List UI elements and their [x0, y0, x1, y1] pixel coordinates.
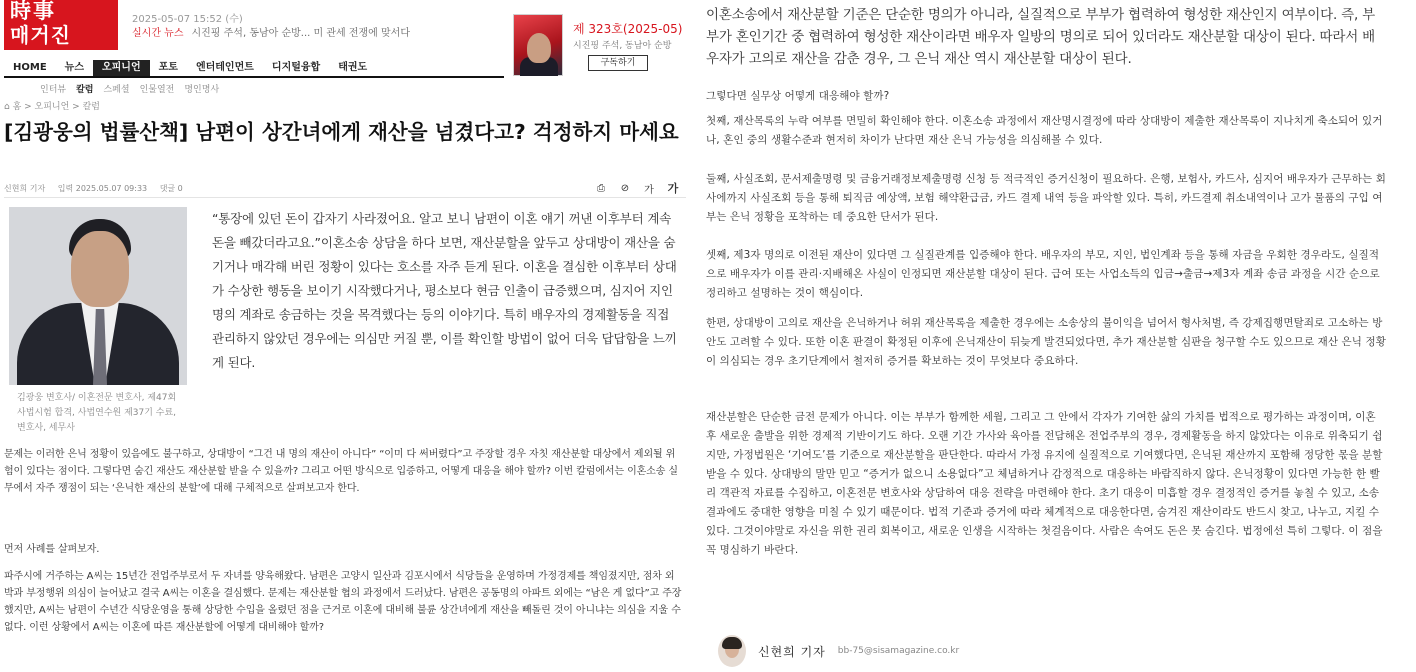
print-icon[interactable]: ⎙ [597, 182, 605, 194]
subnav-column[interactable]: 칼럼 [76, 85, 94, 95]
nav-entertainment[interactable]: 엔터테인먼트 [195, 62, 254, 73]
article-page-continued [700, 0, 1390, 672]
nav-home[interactable]: HOME [13, 62, 47, 73]
magazine-cover-image[interactable] [513, 14, 563, 76]
nav-digital[interactable]: 디지털융합 [271, 62, 321, 73]
body-question: 그렇다면 실무상 어떻게 대응해야 할까? [706, 90, 890, 102]
logo-line-2: 매거진 [10, 23, 71, 47]
issue-subtitle: 시진핑 주석, 동남아 순방 [573, 41, 672, 51]
author-photo [9, 207, 187, 385]
font-smaller-button[interactable]: 가 [644, 184, 654, 196]
photo-caption: 김광웅 변호사/ 이혼전문 변호사, 제47회 사법시험 합격, 사법연수원 제37기 수료, 변호사, 세무사 [17, 393, 177, 433]
body-point-3: 셋째, 제3자 명의로 이전된 재산이 있다면 그 실질관계를 입증해야 한다. 배우자의 부모, 지인, 법인계좌 등을 통해 자금을 우회한 경우라도, 실질적으로 배우자가 이를 관리·지배해온 사실이 인정되면 재산분할 대상이 된다. 급여 또는 사업소득의 입금→출금→제3자 계좌 송금 과정을 시간 순으로 정리하고 설명하는 것이 핵심이다. [706, 249, 1380, 299]
body-paragraph-1: 문제는 이러한 은닉 정황이 있음에도 불구하고, 상대방이 “그건 내 명의 재산이 아니다” “이미 다 써버렸다”고 주장할 경우 자칫 재산분할 대상에서 제외될 위험이 있다는 점이다. 그렇다면 숨긴 재산도 재산분할 받을 수 있을까? 그리고 어떤 방식으로 입증하고, 어떻게 대응을 해야 할까? 이번 칼럼에서는 이혼소송 실무에서 자주 쟁점이 되는 ‘은닉한 재산의 분할’에 대해 구체적으로 살펴보고자 한다. [4, 449, 678, 494]
site-logo[interactable] [4, 0, 118, 50]
meta-divider [4, 197, 686, 198]
logo-line-1: 時事 [10, 0, 56, 23]
article-headline: [김광웅의 법률산책] 남편이 상간녀에게 재산을 넘겼다고? 걱정하지 마세요 [4, 120, 679, 144]
published-date: 입력 2025.05.07 09:33 [57, 184, 148, 193]
byline-name: 신현희 기자 [758, 644, 826, 659]
sub-nav [40, 82, 219, 95]
body-conclusion: 재산분할은 단순한 금전 문제가 아니다. 이는 부부가 함께한 세월, 그리고 그 안에서 각자가 기여한 삶의 가치를 법적으로 평가하는 과정이며, 이혼 후 새로운 출발을 위한 경제적 기반이기도 하다. 오랜 기간 가사와 육아를 전담해온 전업주부의 경우, 경제활동을 하지 않았다는 이유로 위축되기 쉽지만, 가정법원은 ‘기여도’를 기준으로 재산분할을 판단한다. 따라서 가정 유지에 실질적으로 기여했다면, 은닉된 재산까지 포함해 정당한 몫을 분할 받을 수 있다. 상대방의 말만 믿고 “증거가 없으니 소용없다”고 체념하거나 감정적으로 대응하는 바람직하지 않다. 은닉정황이 있다면 가능한 한 빨리 객관적 자료를 수집하고, 이혼전문 변호사와 상담하여 대응 전략을 마련해야 한다. 초기 대응이 미흡할 경우 결정적인 증거를 놓칠 수 있고, 소송결과에도 중대한 영향을 미칠 수 있기 때문이다. 법적 기준과 증거에 따라 체계적으로 대응한다면, 숨겨진 재산이라도 반드시 찾고, 나누고, 지킬 수 있다. 그것이야말로 자신을 위한 권리 회복이고, 새로운 인생을 시작하는 첫걸음이다. 사람은 속여도 돈은 못 숨긴다. 법정에선 특히 그렇다. 이 점을 꼭 명심하기 바란다. [706, 411, 1383, 556]
issue-number: 제 323호(2025-05) [573, 22, 683, 36]
body-point-2: 둘째, 사실조회, 문서제출명령 및 금융거래정보제출명령 신청 등 적극적인 증거신청이 필요하다. 은행, 보험사, 카드사, 심지어 배우자가 근무하는 회사에까지 사실조회 등을 통해 퇴직금 예상액, 보험 해약환급금, 카드 결제 내역 등을 파악할 있다. 특히, 카드결제 취소내역이나 고가 물품의 구입 여부는 은닉 정황을 포착하는 데 중요한 단서가 된다. [706, 173, 1386, 223]
article-lede: “통장에 있던 돈이 갑자기 사라졌어요. 알고 보니 남편이 이혼 얘기 꺼낸 이후부터 계속 돈을 빼갔더라고요.”이혼소송 상담을 하다 보면, 재산분할을 앞두고 상대방이 재산을 숨기거나 매각해 버린 정황이 있다는 호소를 자주 듣게 된다. 이혼을 결심한 이후부터 상대가 수상한 행동을 보이기 시작했다거나, 평소보다 현금 인출이 급증했으며, 심지어 지인 명의 계좌로 송금하는 것을 목격했다는 등의 이야기다. 특히 배우자의 경제활동을 직접 관리하지 않았던 경우에는 의심만 커질 뿐, 이를 확인할 방법이 없어 더욱 답답함을 느끼게 된다. [212, 211, 677, 370]
current-date: 2025-05-07 15:52 (수) [132, 14, 243, 25]
body-paragraph-3: 파주시에 거주하는 A씨는 15년간 전업주부로서 두 자녀를 양육해왔다. 남편은 고양시 일산과 김포시에서 식당들을 운영하며 가정경제를 책임졌지만, 점차 외박과 부정행위 의심이 늘어났고 결국 A씨는 이혼을 결심했다. 문제는 재산분할 협의 과정에서 드러났다. 남편은 공동명의 아파트 외에는 “남은 게 없다”고 주장했지만, A씨는 남편이 수년간 식당운영을 통해 상당한 수입을 올렸던 점을 근거로 이혼에 대비해 불륜 상간녀에게 재산을 빼돌린 것이 아니냐는 의심을 지울 수 없다. 이런 상황에서 A씨는 이혼에 따른 재산분할에 어떻게 대비해야 할까? [4, 571, 682, 633]
nav-photo[interactable]: 포토 [158, 62, 178, 73]
subnav-profiles[interactable]: 인물열전 [139, 85, 175, 95]
body-paragraph-5: 한편, 상대방이 고의로 재산을 은닉하거나 허위 재산목록을 제출한 경우에는 소송상의 불이익을 넘어서 형사처벌, 즉 강제집행면탈죄로 고소하는 방안도 고려할 수 있다. 또한 이혼 판결이 확정된 이후에 은닉재산이 뒤늦게 발견되었다면, 추가 재산분할 심판을 청구할 수도 있으므로 재산 은닉 정황이 의심되는 경우 초기단계에서 철저히 증거를 확보하는 것이 무엇보다 중요하다. [706, 317, 1386, 367]
reporter-avatar [718, 635, 746, 667]
body-paragraph-2: 먼저 사례를 살펴보자. [4, 544, 100, 555]
font-larger-button[interactable]: 가 [667, 182, 679, 195]
article-tools [592, 180, 682, 196]
article-page-top [0, 0, 690, 672]
subnav-interview[interactable]: 인터뷰 [40, 85, 67, 95]
main-nav [4, 60, 504, 78]
body-paragraph-4: 이혼소송에서 재산분할 기준은 단순한 명의가 아니라, 실질적으로 부부가 협력하여 형성한 재산인지 여부이다. 즉, 부부가 혼인기간 중 협력하여 형성한 재산이라면 배우자 일방의 명의로 되어 있더라도 재산분할 대상이 된다. 따라서 배우자가 고의로 재산을 감춘 경우, 그 은닉 재산 역시 재산분할 대상이 된다. [706, 7, 1375, 67]
ticker-headline[interactable]: 시진핑 주석, 동남아 순방... 미 관세 전쟁에 맞서다 [191, 28, 410, 39]
article-meta [4, 183, 193, 194]
nav-news[interactable]: 뉴스 [64, 62, 84, 73]
byline-email[interactable]: bb-75@sisamagazine.co.kr [837, 646, 960, 656]
news-ticker[interactable] [132, 24, 410, 39]
body-point-1: 첫째, 재산목록의 누락 여부를 면밀히 확인해야 한다. 이혼소송 과정에서 재산명시결정에 따라 상대방이 제출한 재산목록이 지나치게 축소되어 있거나, 혼인 중의 생활수준과 현저히 차이가 난다면 재산 은닉 가능성을 의심해볼 수 있다. [706, 115, 1383, 146]
subnav-notables[interactable]: 명인명사 [184, 85, 220, 95]
link-icon[interactable]: ⊘ [620, 182, 630, 194]
nav-opinion[interactable]: 오피니언 [93, 60, 150, 76]
breadcrumb[interactable]: ⌂ 홈 > 오피니언 > 칼럼 [4, 102, 100, 112]
author-byline [718, 635, 959, 667]
subscribe-button[interactable]: 구독하기 [588, 55, 648, 71]
nav-taekwondo[interactable]: 태권도 [338, 62, 368, 73]
comment-count[interactable]: 댓글 0 [159, 184, 183, 193]
ticker-tag: 실시간 뉴스 [132, 28, 184, 39]
reporter-name: 신현희 기자 [4, 184, 46, 193]
subnav-special[interactable]: 스페셜 [103, 85, 130, 95]
